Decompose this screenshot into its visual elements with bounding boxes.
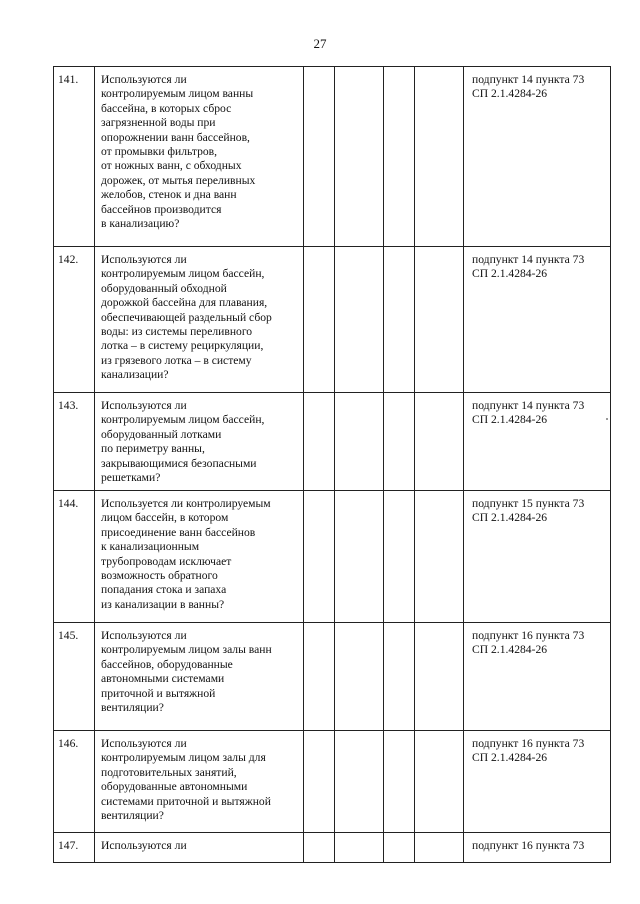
question-line: опорожнении ванн бассейнов, <box>101 130 250 144</box>
question-line: канализации? <box>101 368 169 382</box>
reference-cell <box>464 833 611 863</box>
reference-cell <box>464 731 611 833</box>
checklist-row <box>54 67 611 247</box>
reference-line: подпункт 16 пункта 73 <box>472 737 585 750</box>
answer-yes-cell[interactable] <box>304 833 335 863</box>
row-number: 143. <box>54 393 95 491</box>
question-line: трубопроводам исключает <box>101 554 232 568</box>
question-line: контролируемым лицом залы ванн <box>101 643 272 657</box>
question-line: бассейнов, оборудованные <box>101 657 233 671</box>
question-line: контролируемым лицом ванны <box>101 87 254 101</box>
question-line: оборудованные автономными <box>101 780 248 794</box>
question-line: воды: из системы переливного <box>101 325 253 339</box>
question-line: системами приточной и вытяжной <box>101 794 271 808</box>
answer-na-cell[interactable] <box>384 393 415 491</box>
question-line: Используются ли <box>101 73 187 86</box>
answer-na-cell[interactable] <box>384 491 415 623</box>
question-line: Используются ли <box>101 839 187 852</box>
checklist-row <box>54 623 611 731</box>
question-line: Используются ли <box>101 399 187 412</box>
question-line: вентиляции? <box>101 701 164 715</box>
reference-line: СП 2.1.4284-26 <box>472 643 548 657</box>
answer-no-cell[interactable] <box>335 67 384 247</box>
checklist-table <box>53 66 611 863</box>
question-cell <box>95 833 304 863</box>
question-line: от ножных ванн, с обходных <box>101 159 242 173</box>
notes-cell[interactable] <box>415 623 464 731</box>
question-line: Используется ли контролируемым <box>101 497 271 510</box>
question-line: от промывки фильтров, <box>101 145 218 159</box>
question-line: Используются ли <box>101 253 187 266</box>
question-line: оборудованный обходной <box>101 281 227 295</box>
question-line: к канализационным <box>101 540 200 554</box>
row-number: 146. <box>54 731 95 833</box>
question-line: автономными системами <box>101 672 225 686</box>
question-cell <box>95 623 304 731</box>
answer-no-cell[interactable] <box>335 623 384 731</box>
reference-cell <box>464 393 611 491</box>
notes-cell[interactable] <box>415 393 464 491</box>
question-line: присоединение ванн бассейнов <box>101 525 256 539</box>
question-line: обеспечивающей раздельный сбор <box>101 310 272 324</box>
answer-yes-cell[interactable] <box>304 731 335 833</box>
question-line: лицом бассейн, в котором <box>101 511 229 525</box>
notes-cell[interactable] <box>415 833 464 863</box>
reference-cell <box>464 67 611 247</box>
reference-line: СП 2.1.4284-26 <box>472 87 548 101</box>
checklist-row <box>54 491 611 623</box>
checklist-row <box>54 393 611 491</box>
answer-no-cell[interactable] <box>335 491 384 623</box>
answer-no-cell[interactable] <box>335 731 384 833</box>
question-line: из канализации в ванны? <box>101 597 225 611</box>
question-line: оборудованный лотками <box>101 427 222 441</box>
question-line: Используются ли <box>101 629 187 642</box>
reference-line: подпункт 16 пункта 73 <box>472 839 585 852</box>
reference-line: подпункт 14 пункта 73 <box>472 253 585 266</box>
question-line: загрязненной воды при <box>101 116 216 130</box>
answer-na-cell[interactable] <box>384 247 415 393</box>
row-number: 142. <box>54 247 95 393</box>
checklist-body <box>54 67 611 863</box>
answer-na-cell[interactable] <box>384 67 415 247</box>
checklist-row <box>54 247 611 393</box>
row-number: 147. <box>54 833 95 863</box>
checklist-row <box>54 731 611 833</box>
answer-yes-cell[interactable] <box>304 247 335 393</box>
question-line: вентиляции? <box>101 809 164 823</box>
answer-no-cell[interactable] <box>335 247 384 393</box>
answer-yes-cell[interactable] <box>304 67 335 247</box>
page-number: 27 <box>313 36 327 51</box>
question-line: по периметру ванны, <box>101 442 205 456</box>
reference-line: СП 2.1.4284-26 <box>472 511 548 525</box>
reference-line: подпункт 16 пункта 73 <box>472 629 585 642</box>
notes-cell[interactable] <box>415 491 464 623</box>
question-line: лотка – в систему рециркуляции, <box>101 339 264 353</box>
question-line: контролируемым лицом бассейн, <box>101 267 265 281</box>
reference-line: СП 2.1.4284-26 <box>472 751 548 765</box>
question-line: попадания стока и запаха <box>101 583 227 597</box>
question-line: бассейнов производится <box>101 202 222 216</box>
reference-line: подпункт 14 пункта 73 <box>472 73 585 86</box>
notes-cell[interactable] <box>415 67 464 247</box>
reference-line: подпункт 14 пункта 73 <box>472 399 585 412</box>
question-cell <box>95 67 304 247</box>
question-line: закрывающимися безопасными <box>101 456 257 470</box>
notes-cell[interactable] <box>415 247 464 393</box>
answer-na-cell[interactable] <box>384 731 415 833</box>
question-line: в канализацию? <box>101 217 180 231</box>
answer-no-cell[interactable] <box>335 833 384 863</box>
checklist-row <box>54 833 611 863</box>
question-cell <box>95 247 304 393</box>
question-cell <box>95 393 304 491</box>
answer-na-cell[interactable] <box>384 833 415 863</box>
reference-line: СП 2.1.4284-26 <box>472 413 548 427</box>
reference-line: СП 2.1.4284-26 <box>472 267 548 281</box>
question-line: возможность обратного <box>101 569 218 583</box>
question-line: Используются ли <box>101 737 187 750</box>
question-line: дорожек, от мытья переливных <box>101 173 256 187</box>
question-cell <box>95 491 304 623</box>
question-line: контролируемым лицом залы для <box>101 751 266 765</box>
question-cell <box>95 731 304 833</box>
row-number: 144. <box>54 491 95 623</box>
question-line: дорожкой бассейна для плавания, <box>101 296 268 310</box>
answer-na-cell[interactable] <box>384 623 415 731</box>
row-number: 145. <box>54 623 95 731</box>
answer-yes-cell[interactable] <box>304 393 335 491</box>
question-line: подготовительных занятий, <box>101 765 237 779</box>
answer-yes-cell[interactable] <box>304 491 335 623</box>
row-number: 141. <box>54 67 95 247</box>
question-line: желобов, стенок и дна ванн <box>101 188 237 202</box>
reference-cell <box>464 491 611 623</box>
answer-yes-cell[interactable] <box>304 623 335 731</box>
question-line: решетками? <box>101 471 161 485</box>
notes-cell[interactable] <box>415 731 464 833</box>
question-line: из грязевого лотка – в систему <box>101 353 252 367</box>
reference-cell <box>464 623 611 731</box>
answer-no-cell[interactable] <box>335 393 384 491</box>
question-line: бассейна, в которых сброс <box>101 101 232 115</box>
reference-cell <box>464 247 611 393</box>
scan-speck <box>606 418 608 420</box>
reference-line: подпункт 15 пункта 73 <box>472 497 585 510</box>
question-line: приточной и вытяжной <box>101 686 216 700</box>
question-line: контролируемым лицом бассейн, <box>101 413 265 427</box>
